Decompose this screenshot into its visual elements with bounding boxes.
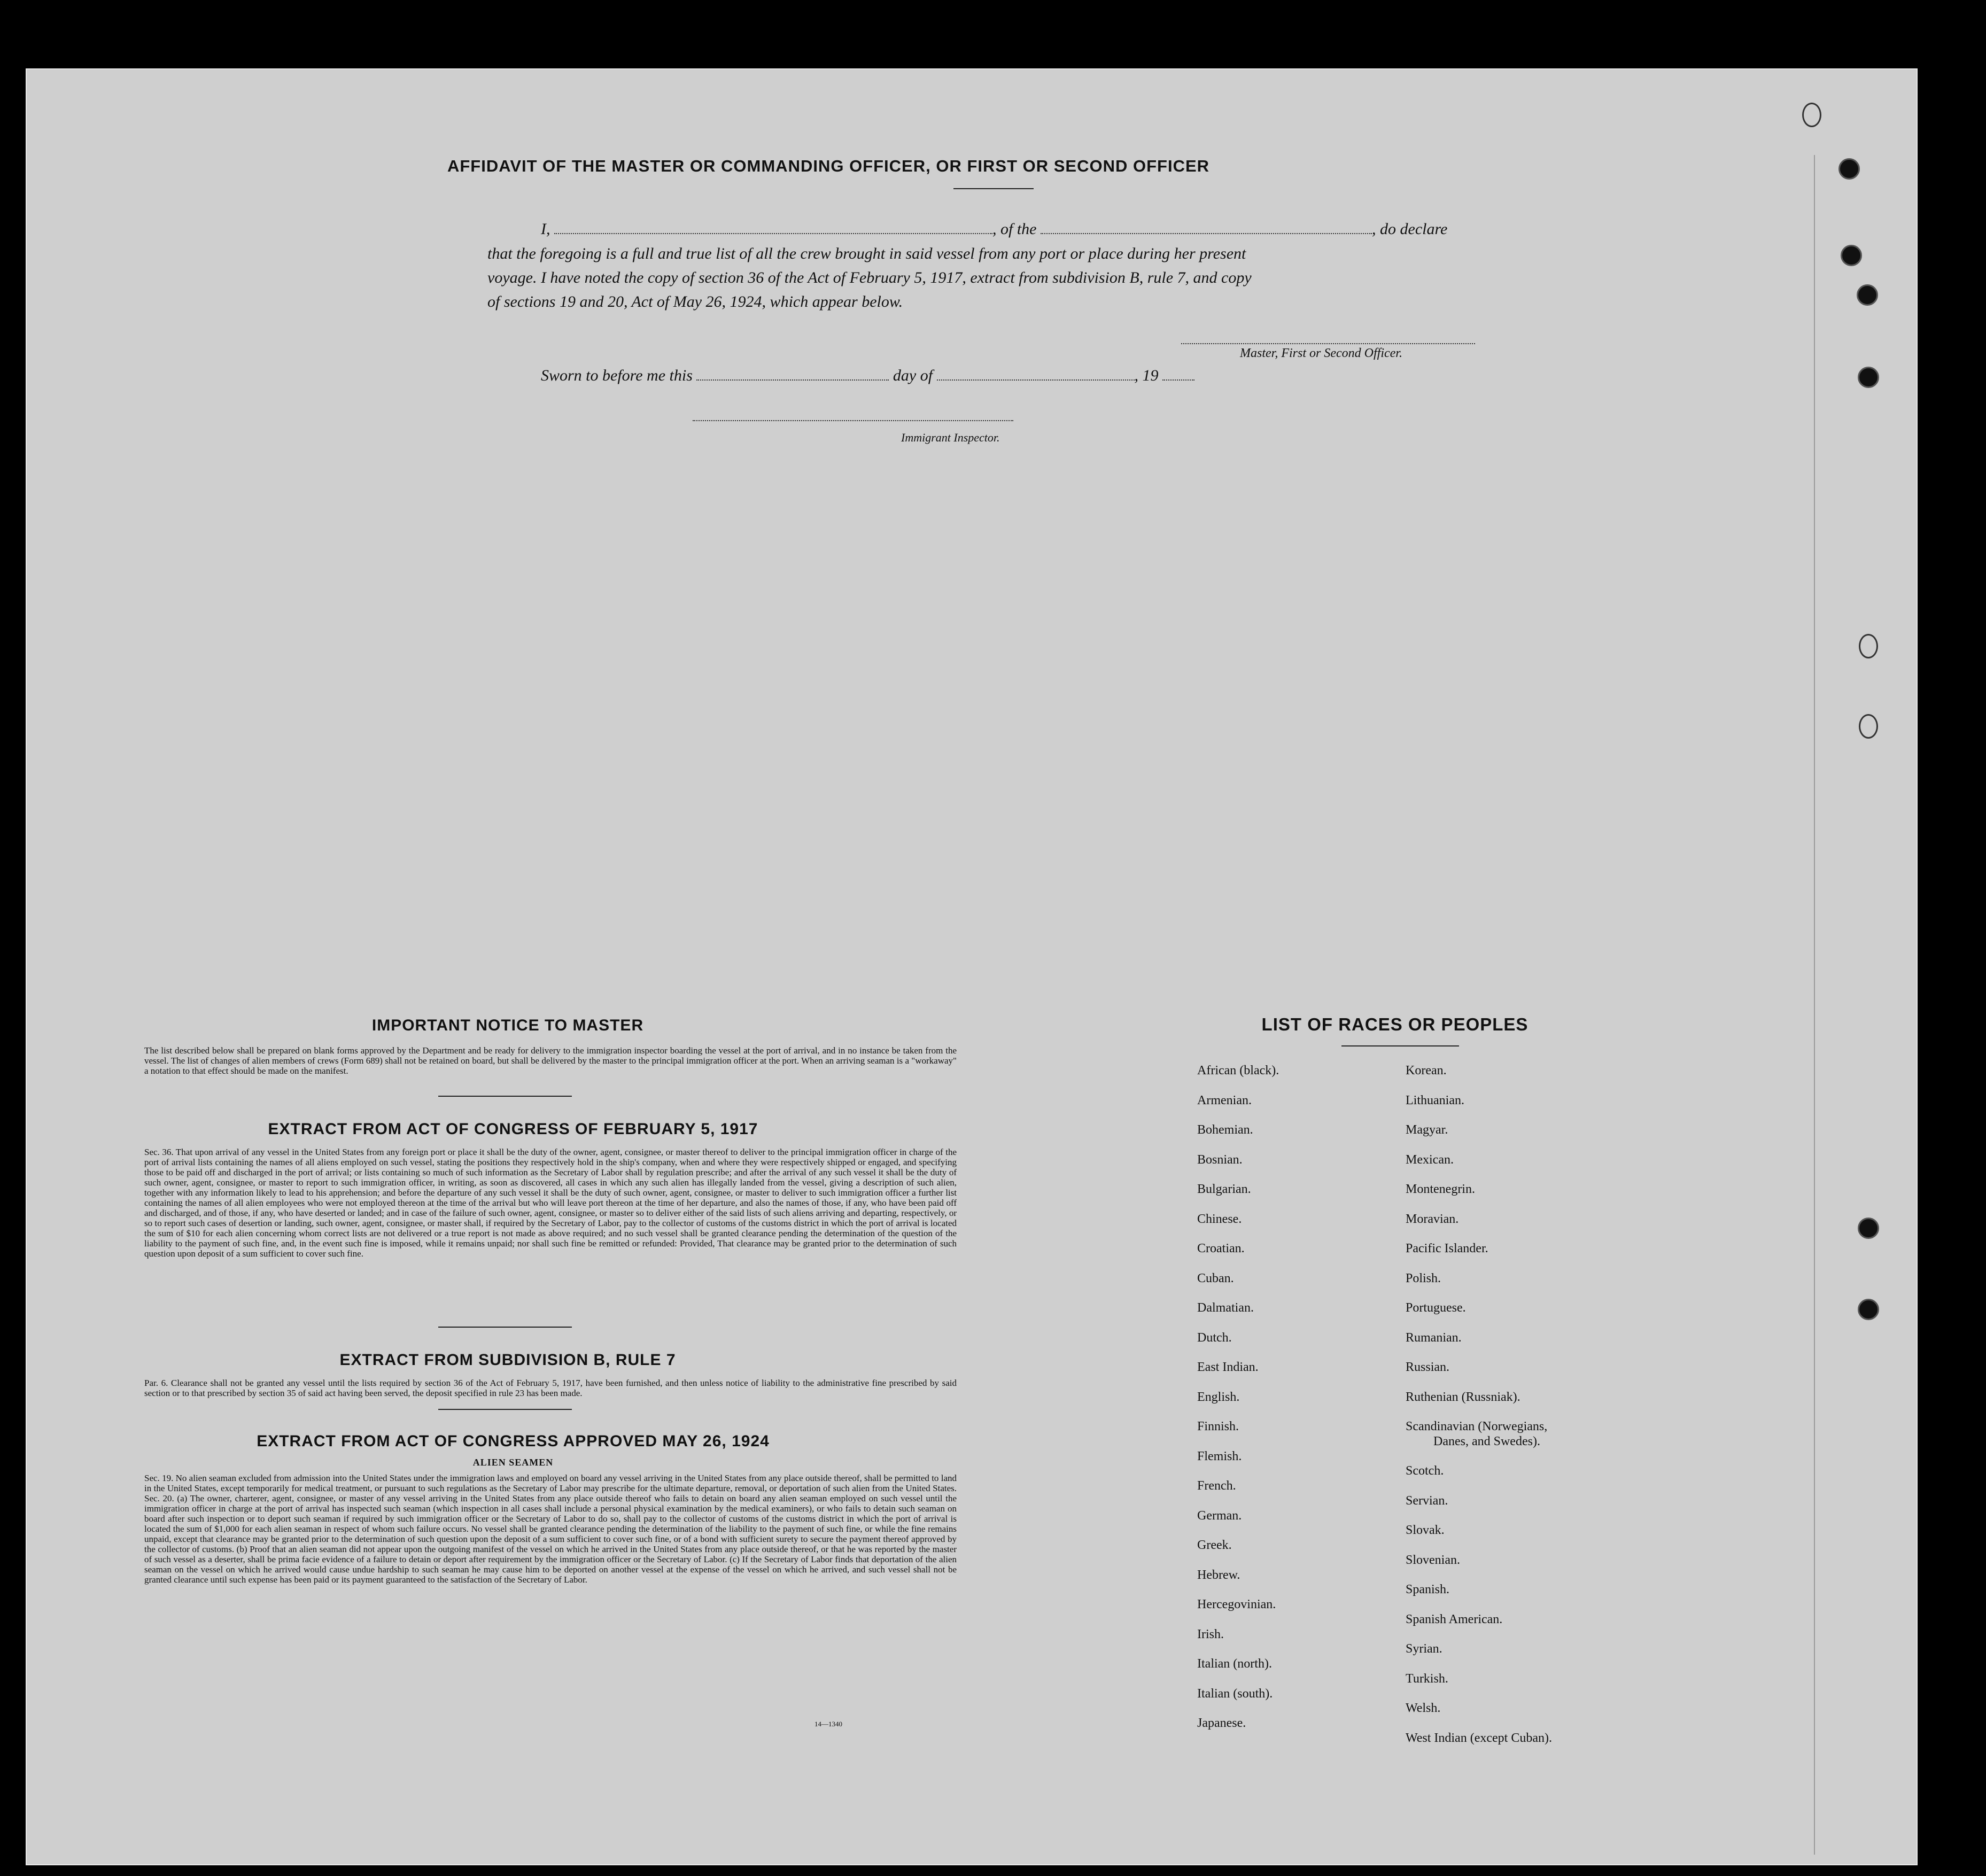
race-item: Flemish. — [1197, 1449, 1242, 1463]
affidavit-line-4: of sections 19 and 20, Act of May 26, 1924, which appear below. — [487, 293, 903, 311]
race-item: Lithuanian. — [1406, 1093, 1464, 1107]
race-item: Scandinavian (Norwegians, — [1406, 1420, 1548, 1433]
affidavit-i-label: I, — [541, 220, 550, 238]
binder-hole-icon — [1858, 1299, 1879, 1320]
affidavit-line-2: that the foregoing is a full and true list of all the crew brought in said vessel from any port or place during her present — [487, 245, 1246, 262]
form-number: 14—1340 — [814, 1720, 842, 1728]
race-item: West Indian (except Cuban). — [1406, 1731, 1552, 1745]
sworn-label: Sworn to before me this — [541, 367, 693, 384]
do-declare-label: , do declare — [1372, 220, 1448, 238]
vessel-field[interactable] — [1041, 232, 1372, 234]
race-item: Dutch. — [1197, 1330, 1232, 1345]
notice-title: IMPORTANT NOTICE TO MASTER — [371, 1017, 644, 1034]
race-item: Danes, and Swedes). — [1433, 1434, 1540, 1448]
inspector-signature-line[interactable] — [693, 420, 1013, 421]
race-item: Irish. — [1197, 1627, 1224, 1641]
race-item: African (black). — [1197, 1064, 1279, 1077]
race-item: Welsh. — [1406, 1701, 1441, 1715]
race-item: German. — [1197, 1508, 1242, 1523]
affidavit-title: AFFIDAVIT OF THE MASTER OR COMMANDING OFFICER, OR FIRST OR SECOND OFFICER — [447, 157, 1210, 175]
binder-ring-icon — [1859, 634, 1878, 658]
race-item: French. — [1197, 1479, 1236, 1493]
sworn-line — [541, 367, 1194, 385]
race-item: Montenegrin. — [1406, 1182, 1475, 1196]
race-item: Finnish. — [1197, 1420, 1239, 1433]
master-signature-label: Master, First or Second Officer. — [1240, 346, 1402, 360]
race-item: Rumanian. — [1406, 1330, 1462, 1345]
race-item: Cuban. — [1197, 1271, 1234, 1285]
affidavit-line-1 — [541, 220, 1447, 238]
race-item: Mexican. — [1406, 1152, 1454, 1167]
title-underline — [953, 188, 1034, 189]
day-of-label: day of — [893, 367, 933, 384]
rule7-title: EXTRACT FROM SUBDIVISION B, RULE 7 — [339, 1351, 676, 1369]
binder-hole-icon — [1857, 284, 1878, 306]
race-item: Magyar. — [1406, 1123, 1448, 1137]
race-item: Slovenian. — [1406, 1553, 1460, 1567]
race-item: Korean. — [1406, 1064, 1447, 1077]
binder-hole-icon — [1841, 245, 1862, 266]
race-item: Italian (north). — [1197, 1657, 1272, 1671]
race-item: Pacific Islander. — [1406, 1242, 1488, 1255]
race-item: Dalmatian. — [1197, 1301, 1254, 1315]
race-item: Japanese. — [1197, 1716, 1246, 1730]
race-item: Armenian. — [1197, 1093, 1252, 1107]
binder-ring-icon — [1802, 103, 1821, 127]
manifest-margin — [1814, 155, 1895, 1855]
extract-1924-subtitle: ALIEN SEAMEN — [472, 1457, 554, 1468]
race-item: Spanish. — [1406, 1583, 1450, 1596]
race-item: Scotch. — [1406, 1464, 1444, 1478]
race-item: East Indian. — [1197, 1360, 1259, 1374]
extract-1924-body: Sec. 19. No alien seaman excluded from admission into the United States under the immigration laws and employed on board any vessel arriving in the United States from any place outside thereof, shall be permitted to land in the United States, except temporarily for medical treatment, or pursuant to such regulations as the Secretary of Labor may prescribe for the ultimate departure, removal, or deportation of such alien from the United States. Sec. 20. (a) The owner, charterer, agent, consignee, or master of any vessel arriving in the United States from any place outside thereof who fails to detain on board any alien seaman employed on such vessel until the immigration officer in charge at the port of arrival has inspected such seaman (which inspection in all cases shall include a personal physical examination by the medical examiners), or who fails to detain such seaman on board after such inspection or to deport such seaman if required by such immigration officer or the Secretary of Labor to do so, shall pay to the collector of customs of the customs district in which the port of arrival is located the sum of $1,000 for each alien seaman in respect of whom such failure occurs. No vessel shall be granted clearance pending the determination of the liability to the payment of such fine, or while the fine remains unpaid, except that clearance may be granted prior to the determination of such question upon the deposit of a sum sufficient to cover such fine, or of a bond with sufficient surety to secure the payment thereof approved by the collector of customs. (b) Proof that an alien seaman did not appear upon the outgoing manifest of the vessel on which he arrived in the United States from any place outside thereof, or that he was reported by the master of such vessel as a deserter, shall be prima facie evidence of a failure to detain or deport after requirement by the immigration officer or the Secretary of Labor. (c) If the Secretary of Labor finds that deportation of the alien seaman on the vessel on which he arrived would cause undue hardship to such seaman he may cause him to be deported on another vessel at the expense of the vessel on which he arrived, and such vessel shall not be granted clearance until such expense has been paid or its payment guaranteed to the satisfaction of the Secretary of Labor. — [144, 1473, 957, 1585]
race-item: Hercegovinian. — [1197, 1598, 1276, 1611]
notice-divider — [438, 1096, 572, 1097]
binder-hole-icon — [1858, 367, 1879, 388]
extract-1917-divider — [438, 1327, 572, 1328]
name-field[interactable] — [554, 232, 992, 234]
rule7-body: Par. 6. Clearance shall not be granted any vessel until the lists required by section 36 of the Act of February 5, 1917, have been furnished, and then unless notice of liability to the administrative fine prescribed by said section or to that prescribed by section 35 of said act having been served, the deposit specified in rule 23 has been made. — [144, 1378, 957, 1398]
extract-1924-title: EXTRACT FROM ACT OF CONGRESS APPROVED MAY 26, 1924 — [257, 1432, 770, 1450]
race-item: Hebrew. — [1197, 1568, 1240, 1582]
race-item: Greek. — [1197, 1538, 1232, 1552]
extract-1917-title: EXTRACT FROM ACT OF CONGRESS OF FEBRUARY 5, 1917 — [268, 1120, 758, 1138]
race-item: Portuguese. — [1406, 1301, 1466, 1315]
race-item: Chinese. — [1197, 1212, 1242, 1226]
binder-hole-icon — [1838, 158, 1860, 180]
document-page — [26, 68, 1918, 1865]
race-item: Bulgarian. — [1197, 1182, 1251, 1196]
race-item: Slovak. — [1406, 1523, 1445, 1537]
race-item: English. — [1197, 1390, 1240, 1404]
race-item: Russian. — [1406, 1360, 1450, 1374]
binder-hole-icon — [1858, 1218, 1879, 1239]
master-signature-line[interactable] — [1181, 343, 1475, 344]
rule7-divider — [438, 1409, 572, 1410]
race-item: Servian. — [1406, 1493, 1448, 1508]
year-label: , 19 — [1134, 367, 1159, 384]
race-item: Moravian. — [1406, 1212, 1459, 1226]
race-item: Polish. — [1406, 1271, 1441, 1285]
race-item: Ruthenian (Russniak). — [1406, 1390, 1520, 1404]
races-title: LIST OF RACES OR PEOPLES — [1261, 1014, 1529, 1034]
race-item: Croatian. — [1197, 1242, 1245, 1255]
extract-1917-body: Sec. 36. That upon arrival of any vessel in the United States from any foreign port or place it shall be the duty of the owner, agent, consignee, or master thereof to deliver to the principal immigration officer in charge of the port of arrival lists containing the names of all aliens employed on such vessel, stating the positions they respectively hold in the ship's company, when and where they were respectively shipped or engaged, and specifying those to be paid off and discharged in the port of arrival; or lists containing so much of such information as the Secretary of Labor shall by regulation prescribe; and after the arrival of any such vessel it shall be the duty of such owner, agent, consignee, or master to report to such immigration officer, in writing, as soon as discovered, all cases in which any such alien has illegally landed from the vessel, giving a description of such alien, together with any information likely to lead to his apprehension; and before the departure of any such vessel it shall be the duty of such owner, agent, consignee, or master to deliver to such immigration officer a further list containing the names of all alien employees who were not employed thereon at the time of the arrival but who will leave port thereon at the time of her departure, and also the names of those, if any, who have been paid off and discharged, and of those, if any, who have deserted or landed; and in case of the failure of such owner, agent, consignee, or master so to deliver either of the said lists of such aliens arriving and departing, respectively, or so to report such cases of desertion or landing, such owner, agent, consignee, or master shall, if required by the Secretary of Labor, pay to the collector of customs of the customs district in which the port of arrival is located the sum of $10 for each alien concerning whom correct lists are not delivered or a true report is not made as above required; and no such vessel shall be granted clearance pending the determination of the question of the liability to the payment of such fine, and, in the event such fine is imposed, while it remains unpaid; nor shall such fine be remitted or refunded: Provided, That clearance may be granted prior to the determination of such question upon deposit of a sum sufficient to cover such fine. — [144, 1147, 957, 1259]
races-underline — [1341, 1045, 1459, 1046]
notice-body: The list described below shall be prepared on blank forms approved by the Department and be ready for delivery to the immigration inspector boarding the vessel at the port of arrival, and in no instance be taken from the vessel. The list of changes of alien members of crews (Form 689) shall not be retained on board, but shall be delivered by the master to the principal immigration officer at the port. When an arriving seaman is a "workaway" a notation to that effect should be made on the manifest. — [144, 1045, 957, 1076]
binder-ring-icon — [1859, 714, 1878, 739]
sworn-day-field[interactable] — [696, 379, 889, 381]
race-item: Bosnian. — [1197, 1152, 1243, 1167]
race-item: Syrian. — [1406, 1642, 1442, 1656]
sworn-year-field[interactable] — [1162, 379, 1194, 381]
race-item: Bohemian. — [1197, 1123, 1253, 1137]
race-item: Spanish American. — [1406, 1612, 1503, 1626]
inspector-label: Immigrant Inspector. — [901, 431, 1000, 444]
of-the-label: , of the — [992, 220, 1037, 238]
affidavit-line-3: voyage. I have noted the copy of section 36 of the Act of February 5, 1917, extract from subdivision B, rule 7, and copy — [487, 269, 1252, 286]
sworn-month-field[interactable] — [937, 379, 1135, 381]
race-item: Italian (south). — [1197, 1686, 1273, 1701]
race-item: Turkish. — [1406, 1671, 1448, 1686]
